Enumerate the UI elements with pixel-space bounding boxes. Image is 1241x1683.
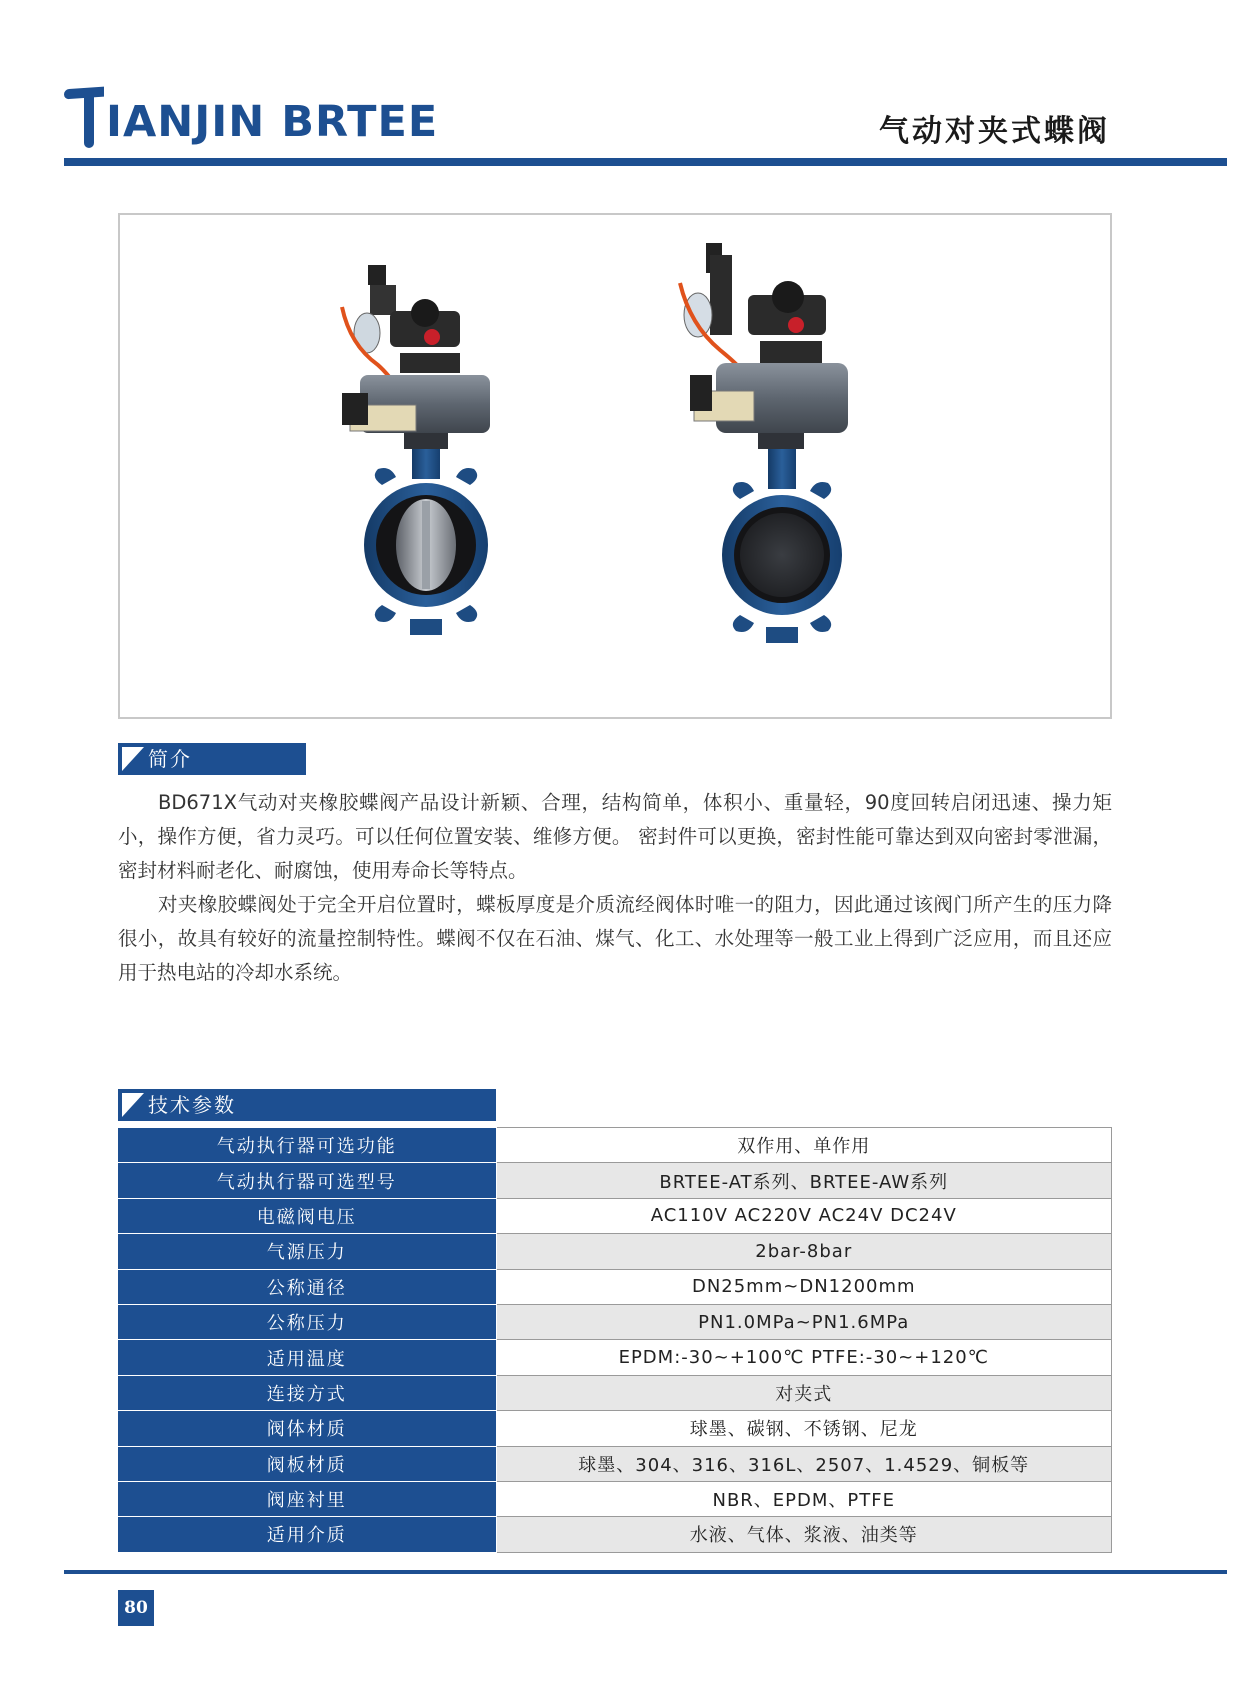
spec-value: 双作用、单作用	[496, 1128, 1112, 1163]
spec-value: AC110V AC220V AC24V DC24V	[496, 1198, 1112, 1233]
valve-image-open	[342, 265, 490, 635]
spec-label: 适用温度	[118, 1340, 496, 1375]
spec-value: BRTEE-AT系列、BRTEE-AW系列	[496, 1163, 1112, 1198]
spec-value: 2bar-8bar	[496, 1234, 1112, 1269]
logo-text: IANJIN BRTEE	[106, 97, 439, 147]
heading-triangle-icon	[122, 1093, 144, 1117]
spec-value: EPDM:-30~+100℃ PTFE:-30~+120℃	[496, 1340, 1112, 1375]
table-row	[118, 1481, 1112, 1516]
spec-value: 对夹式	[496, 1375, 1112, 1410]
table-row	[118, 1517, 1112, 1552]
table-row	[118, 1269, 1112, 1304]
valve-image-closed	[680, 243, 848, 643]
section-heading-params	[118, 1089, 496, 1121]
intro-paragraph: BD671X气动对夹橡胶蝶阀产品设计新颖、合理，结构简单，体积小、重量轻，90度回转启闭迅速、操力矩小，操作方便，省力灵巧。可以任何位置安装、维修方便。 密封件可以更换，密封性能可靠达到双向密封零泄漏，密封材料耐老化、耐腐蚀，使用寿命长等特点。	[118, 791, 1112, 882]
spec-label: 阀座衬里	[118, 1481, 496, 1516]
table-row	[118, 1163, 1112, 1198]
table-row	[118, 1304, 1112, 1339]
table-row	[118, 1446, 1112, 1481]
intro-paragraph: 对夹橡胶蝶阀处于完全开启位置时，蝶板厚度是介质流经阀体时唯一的阻力，因此通过该阀门所产生的压力降很小，故具有较好的流量控制特性。蝶阀不仅在石油、煤气、化工、水处理等一般工业上得到广泛应用，而且还应用于热电站的冷却水系统。	[118, 893, 1112, 984]
intro-text	[118, 786, 1112, 990]
table-row	[118, 1411, 1112, 1446]
spec-label: 阀板材质	[118, 1446, 496, 1481]
page-number: 80	[118, 1590, 154, 1626]
spec-label: 适用介质	[118, 1517, 496, 1552]
spec-value: 水液、气体、浆液、油类等	[496, 1517, 1112, 1552]
product-photos	[120, 215, 1110, 717]
brand-logo	[64, 78, 438, 148]
spec-label: 电磁阀电压	[118, 1198, 496, 1233]
spec-value: DN25mm~DN1200mm	[496, 1269, 1112, 1304]
spec-label: 气源压力	[118, 1234, 496, 1269]
spec-label: 气动执行器可选功能	[118, 1128, 496, 1163]
document-title: 气动对夹式蝶阀	[879, 114, 1110, 149]
header-divider	[64, 158, 1227, 166]
spec-value: NBR、EPDM、PTFE	[496, 1481, 1112, 1516]
spec-label: 公称压力	[118, 1304, 496, 1339]
heading-triangle-icon	[122, 747, 144, 771]
table-row	[118, 1375, 1112, 1410]
section-heading-text: 简介	[148, 747, 192, 771]
table-row	[118, 1234, 1112, 1269]
table-row	[118, 1340, 1112, 1375]
spec-label: 公称通径	[118, 1269, 496, 1304]
spec-label: 连接方式	[118, 1375, 496, 1410]
spec-label: 阀体材质	[118, 1411, 496, 1446]
spec-value: 球墨、碳钢、不锈钢、尼龙	[496, 1411, 1112, 1446]
product-photo-frame	[118, 213, 1112, 719]
footer-divider	[64, 1570, 1227, 1574]
spec-table	[118, 1127, 1112, 1553]
section-heading-text: 技术参数	[148, 1093, 236, 1117]
logo-t-mark	[64, 82, 104, 148]
spec-value: 球墨、304、316、316L、2507、1.4529、铜板等	[496, 1446, 1112, 1481]
table-row	[118, 1128, 1112, 1163]
spec-label: 气动执行器可选型号	[118, 1163, 496, 1198]
table-row	[118, 1198, 1112, 1233]
spec-value: PN1.0MPa~PN1.6MPa	[496, 1304, 1112, 1339]
section-heading-intro	[118, 743, 306, 775]
